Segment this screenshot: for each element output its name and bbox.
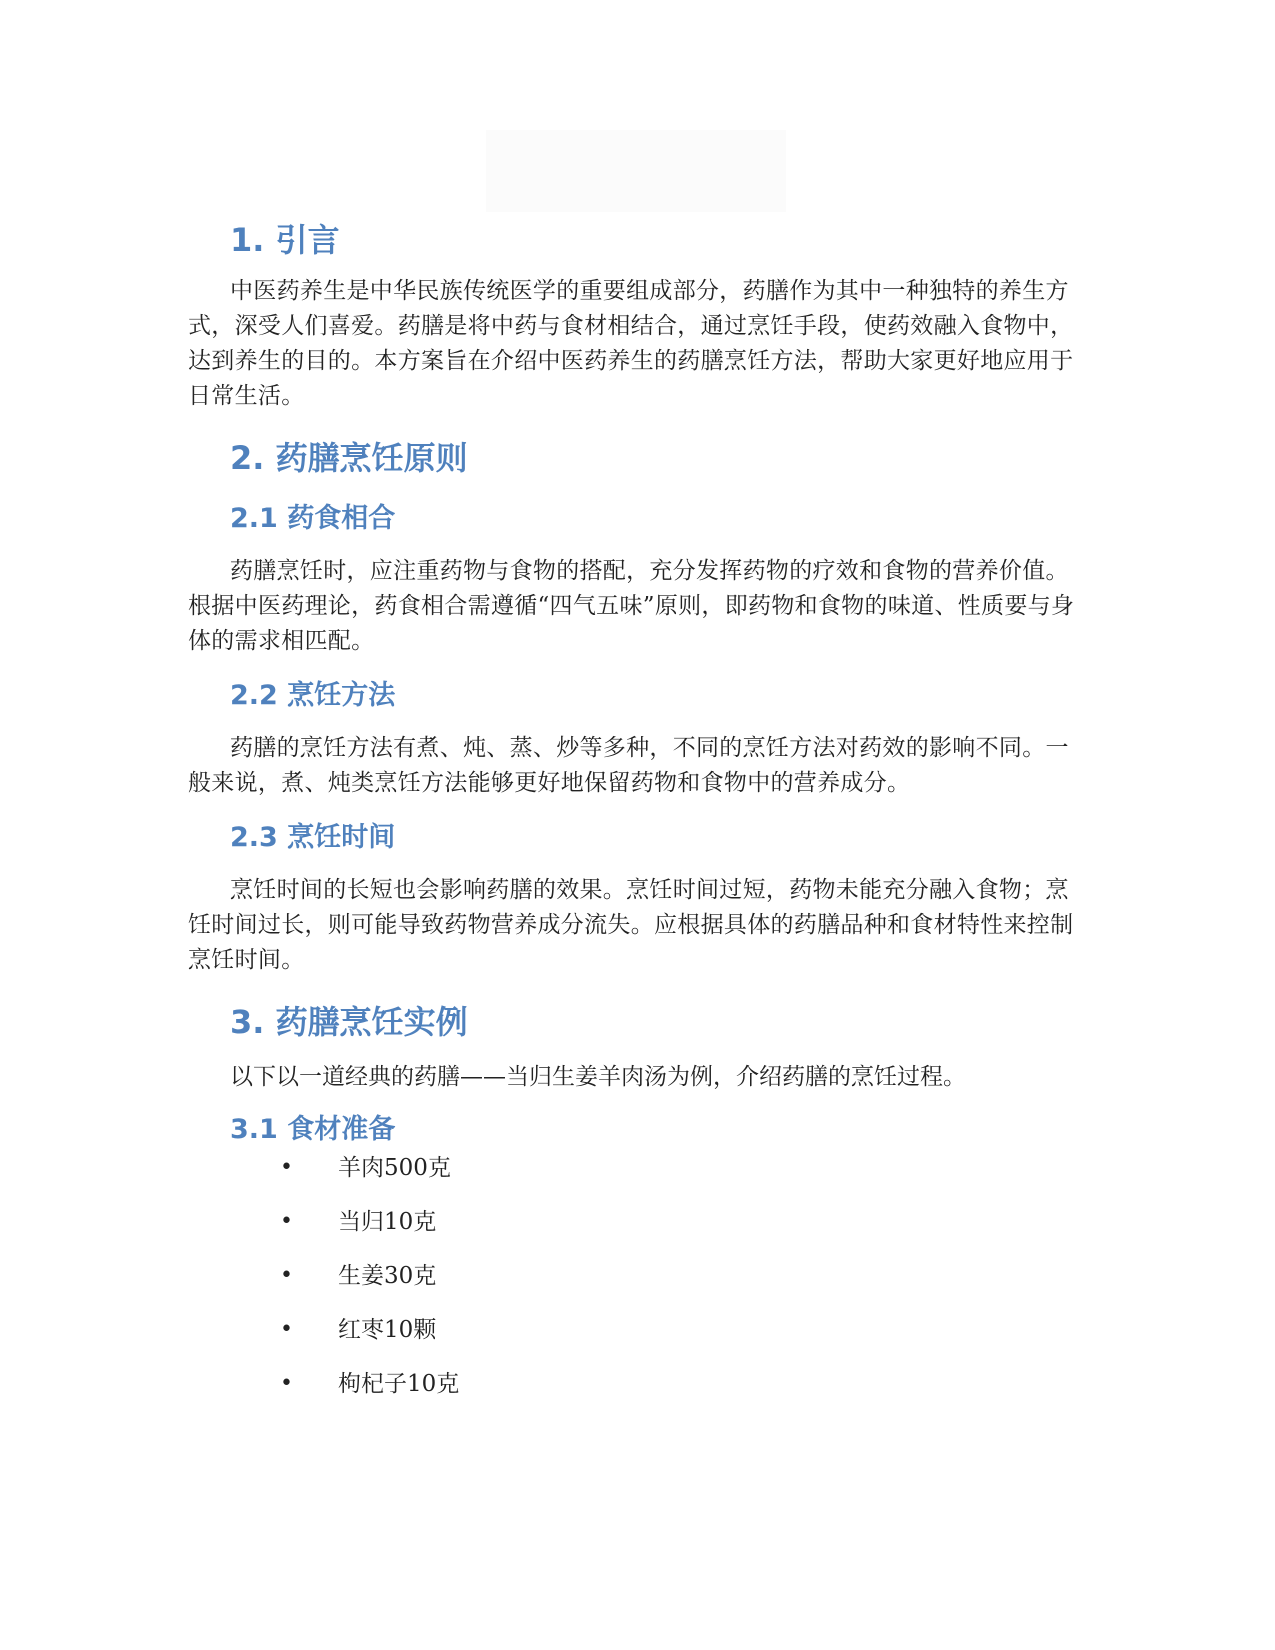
list-item <box>188 1367 1088 1421</box>
section-2-2-heading: 2.2 烹饪方法 <box>230 680 396 711</box>
section-2-1-paragraph: 药膳烹饪时，应注重药物与食物的搭配，充分发挥药物的疗效和食物的营养价值。根据中医药理论，药食相合需遵循“四气五味”原则，即药物和食物的味道、性质要与身体的需求相匹配。 <box>188 558 1075 654</box>
section-2-2-paragraph: 药膳的烹饪方法有煮、炖、蒸、炒等多种，不同的烹饪方法对药效的影响不同。一般来说，煮、炖类烹饪方法能够更好地保留药物和食物中的营养成分。 <box>188 735 1069 796</box>
section-3-intro: 以下以一道经典的药膳——当归生姜羊肉汤为例，介绍药膳的烹饪过程。 <box>230 1064 966 1090</box>
document-body <box>188 220 1088 1421</box>
bullet-icon: • <box>280 1155 293 1180</box>
section-2-heading: 2. 药膳烹饪原则 <box>230 439 468 477</box>
section-2-3-heading: 2.3 烹饪时间 <box>230 822 396 853</box>
ingredient-text: 枸杞子10克 <box>338 1371 460 1397</box>
section-3-heading: 3. 药膳烹饪实例 <box>230 1003 468 1041</box>
bullet-icon: • <box>280 1317 293 1342</box>
list-item <box>188 1313 1088 1367</box>
bullet-icon: • <box>280 1263 293 1288</box>
section-2-1-heading: 2.1 药食相合 <box>230 503 396 534</box>
ingredient-text: 生姜30克 <box>338 1263 437 1289</box>
section-2-3-paragraph: 烹饪时间的长短也会影响药膳的效果。烹饪时间过短，药物未能充分融入食物；烹饪时间过长，则可能导致药物营养成分流失。应根据具体的药膳品种和食材特性来控制烹饪时间。 <box>188 877 1074 973</box>
section-1-paragraph: 中医药养生是中华民族传统医学的重要组成部分，药膳作为其中一种独特的养生方式，深受人们喜爱。药膳是将中药与食材相结合，通过烹饪手段，使药效融入食物中，达到养生的目的。本方案旨在介绍中医药养生的药膳烹饪方法，帮助大家更好地应用于日常生活。 <box>188 278 1074 409</box>
bullet-icon: • <box>280 1209 293 1234</box>
ingredient-text: 红枣10颗 <box>338 1317 437 1343</box>
list-item <box>188 1259 1088 1313</box>
section-3-1-heading: 3.1 食材准备 <box>230 1114 396 1145</box>
list-item <box>188 1205 1088 1259</box>
list-item <box>188 1151 1088 1205</box>
ingredient-text: 当归10克 <box>338 1209 437 1235</box>
section-1-heading: 1. 引言 <box>230 221 340 259</box>
ingredient-list <box>188 1151 1088 1421</box>
bullet-icon: • <box>280 1371 293 1396</box>
title-area <box>486 130 786 212</box>
ingredient-text: 羊肉500克 <box>338 1155 451 1181</box>
